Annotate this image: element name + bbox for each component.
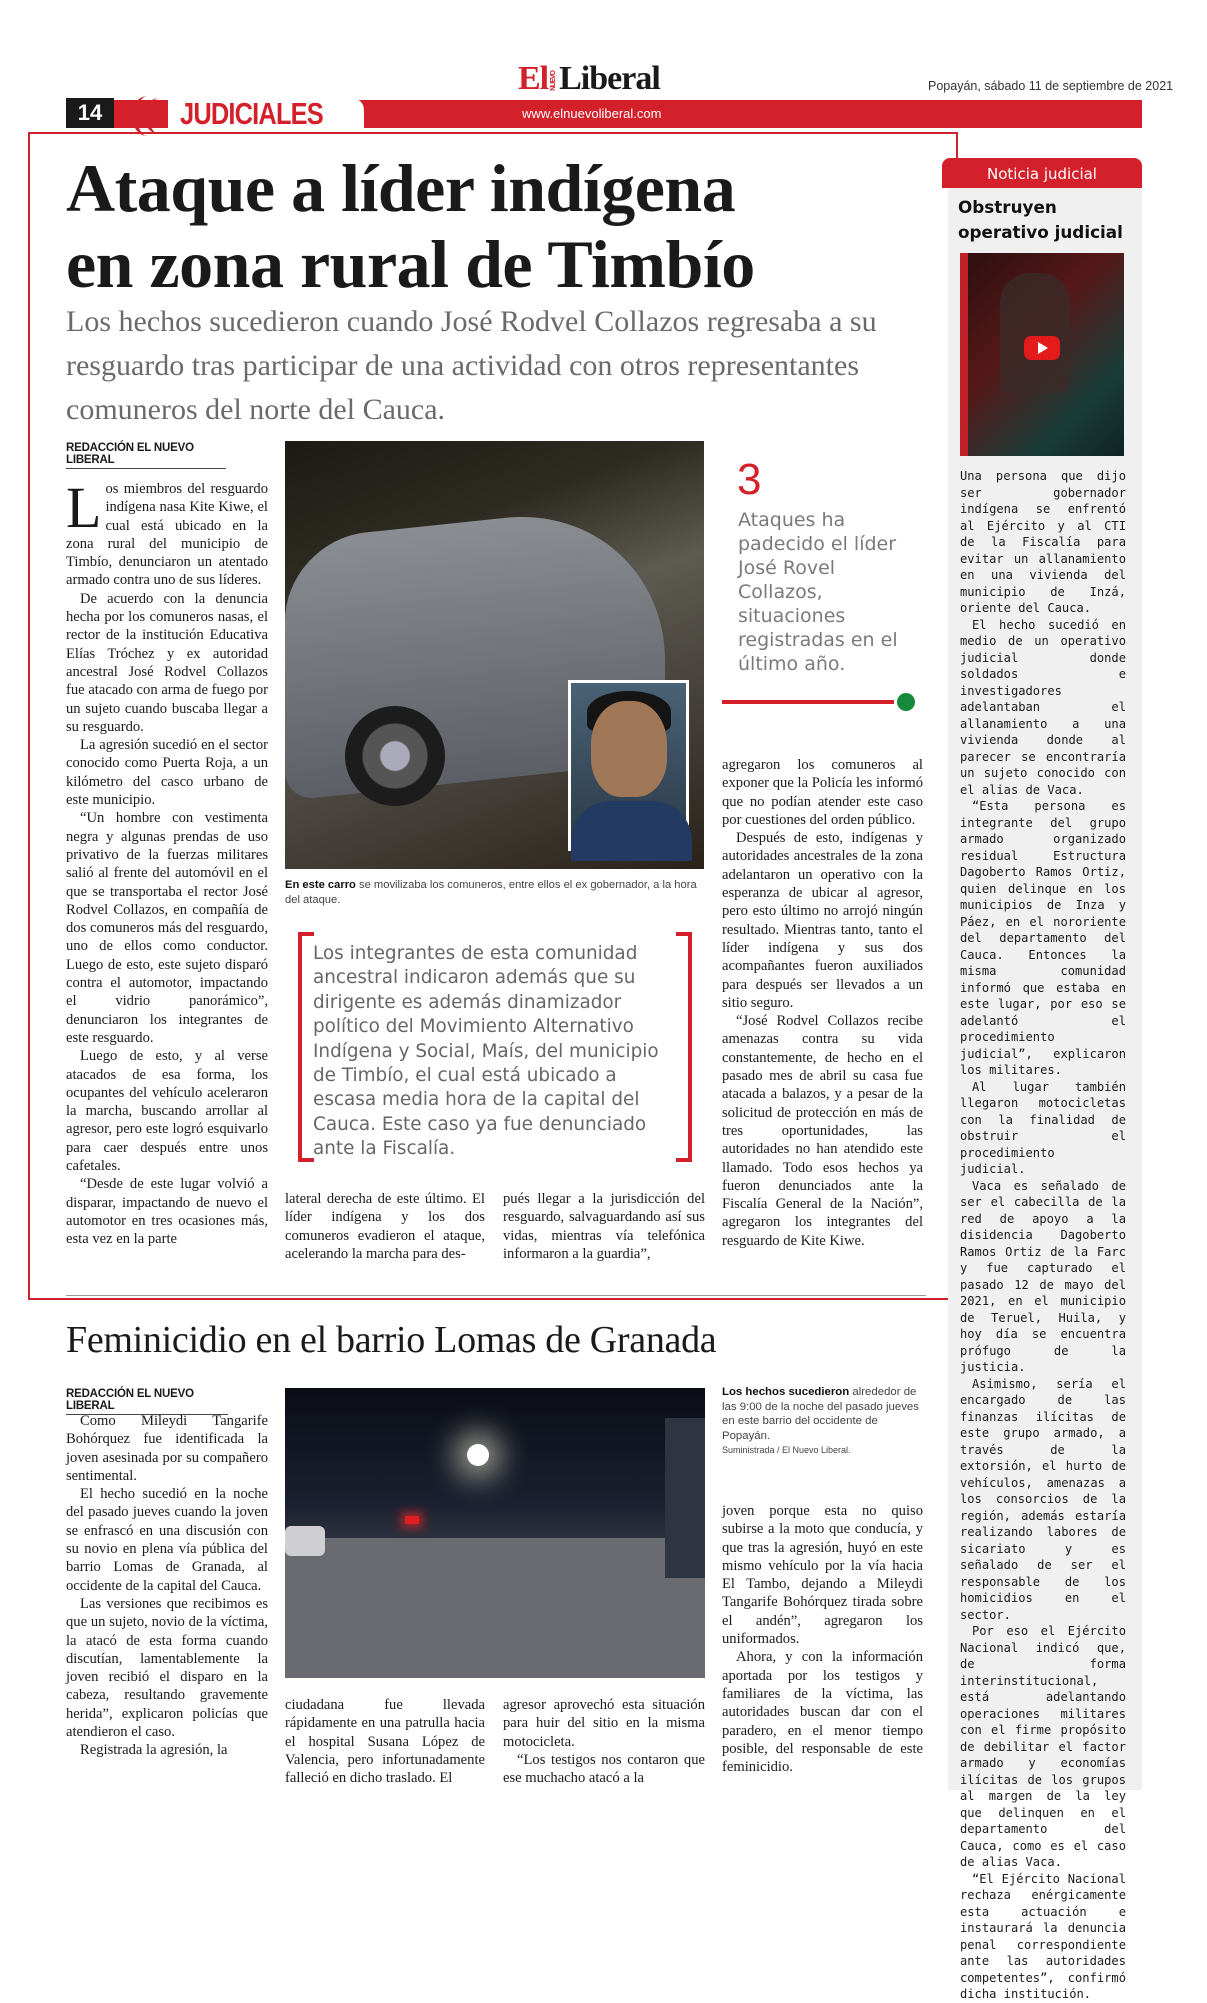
paragraph: “El Ejército Nacional rechaza enérgicamente esta actuación e instaurará la denuncia penal correspondiente ante las autoridades competentes”, confirmó dicha institución. — [960, 1871, 1126, 2001]
website-url[interactable]: www.elnuevoliberal.com — [522, 106, 662, 121]
decorative-arc — [144, 98, 174, 134]
paragraph: Como Mileydi Tangarife Bohórquez fue identificada la joven asesinada por su compañero sentimental. — [66, 1413, 268, 1484]
dateline: Popayán, sábado 11 de septiembre de 2021 — [928, 79, 1174, 93]
paragraph: La agresión sucedió en el sector conocido como Puerta Roja, a un kilómetro del casco urbano de este municipio. — [66, 737, 268, 809]
paragraph: Las versiones que recibimos es que un sujeto, novio de la víctima, la atacó de esta forma cuando discutían, lamentablemente la joven recibió el disparo en la cabeza, resultando gravemente herida”, explicaron policías que atendieron el caso. — [66, 1595, 268, 1741]
stat-text: Ataques ha padecido el líder José Rovel Collazos, situaciones registradas en el último año. — [738, 509, 898, 675]
article-column-4 — [722, 756, 923, 1250]
paragraph: lateral derecha de este último. El líder indígena y los dos comuneros evadieron el ataque, acelerando la marcha para des- — [285, 1191, 485, 1262]
paragraph: Registrada la agresión, la — [80, 1742, 228, 1759]
paragraph: Al lugar también llegaron motocicletas con la finalidad de obstruir el procedimiento judicial. — [960, 1079, 1126, 1176]
headline-line-1: Ataque a líder indígena — [66, 150, 736, 226]
logo-el: El — [518, 60, 549, 97]
paragraph: Una persona que dijo ser gobernador indígena se enfrentó al Ejército y al CTI de la Fiscalía para evitar un allanamiento en una vivienda del municipio de Inzá, oriente del Cauca. — [960, 469, 1126, 615]
sidebar-body — [960, 468, 1126, 2003]
paragraph: Vaca es señalado de ser el cabecilla de la red de apoyo a la disidencia Dagoberto Ramos Ortiz de la Farc y fue capturado el pasado 12 de mayo del 2021, en el municipio de Teruel, Huila, y hoy día se encuentra prófugo de la justicia. — [960, 1178, 1126, 1374]
article2-headline: Feminicidio en el barrio Lomas de Granada — [66, 1319, 717, 1361]
car-wheel — [345, 706, 445, 806]
paragraph: joven porque esta no quiso subirse a la moto que conducía, y que tras la agresión, huyó en este mismo vehículo por la vía hacia El Tambo, dejando a Mileydi Tangarife Bohórquez tirada sobre el andén”, agregaron los uniformados. — [722, 1503, 923, 1648]
stat-number: 3 — [737, 455, 762, 504]
paragraph: Asimismo, sería el encargado de las finanzas ilícitas de este grupo armado, a través de la extorsión, el hurto de vehículos, amenazas a los consorcios de la región, además estaría realizando labores de sicariato y es señalado de ser el responsable de los homicidios en el sector. — [960, 1376, 1126, 1622]
photo-credit: Suministrada / El Nuevo Liberal. — [722, 1445, 851, 1456]
section-title: JUDICIALES — [180, 96, 323, 131]
play-icon — [1038, 342, 1048, 354]
building — [665, 1418, 705, 1578]
article-headline — [66, 150, 755, 302]
headline-line-2: en zona rural de Timbío — [66, 226, 755, 302]
newspaper-logo — [518, 60, 660, 98]
paragraph: “José Rodvel Collazos recibe amenazas contra su vida constantemente, de hecho en el pasado mes de abril su casa fue atacada a balazos, y a pesar de la solicitud de protección en más de tres oportunidades, las autoridades no han atendido este llamado. Todo esos hechos ya fueron denunciados ante la Fiscalía General de la Nación”, agregaron los integrantes del resguardo de Kite Kiwe. — [722, 1013, 923, 1249]
logo-nuevo: NUEVO — [550, 71, 558, 92]
byline: REDACCIÓN EL NUEVO LIBERAL — [66, 1388, 228, 1415]
article2-column-3 — [503, 1696, 705, 1787]
stat-divider — [722, 700, 894, 704]
logo-liberal: Liberal — [559, 60, 660, 97]
sidebar-title: Obstruyen operativo judicial — [958, 197, 1123, 242]
street-night-photo — [285, 1388, 705, 1678]
sidebar-label: Noticia judicial — [942, 158, 1142, 188]
stat-dot — [897, 693, 915, 711]
article2-column-2 — [285, 1696, 485, 1787]
article-divider — [66, 1295, 926, 1296]
police-light — [405, 1516, 419, 1524]
paragraph: Después de esto, indígenas y autoridades ancestrales de la zona adelantaron un operativo con la esperanza de ubicar al agresor, pero esto último no arrojó ningún resultado. Mientras tanto, tanto el líder indígena y sus dos acompañantes fueron auxiliados para después ser llevados a un sitio seguro. — [722, 830, 923, 1011]
paragraph: El hecho sucedió en la noche del pasado jueves cuando la joven se enfrascó en una discusión con su novio en plena vía pública del barrio Lomas de Granada, al occidente de la capital del Cauca. — [66, 1486, 268, 1594]
article-column-3 — [503, 1190, 705, 1263]
photo-caption: En este carro se movilizaba los comuneros, entre ellos el ex gobernador, a la hora del ataque. — [285, 879, 697, 906]
paragraph: “Desde de este lugar volvió a disparar, impactando de nuevo el automotor en tres ocasiones más, esta vez en la parte — [66, 1176, 268, 1248]
article2-column-4 — [722, 1502, 923, 1776]
streetlight — [467, 1444, 489, 1466]
paragraph: De acuerdo con la denuncia hecha por los comuneros nasas, el rector de la institución Educativa Elías Tróchez y ex autoridad ancestral José Rodvel Collazos fue atacado con arma de fuego por un sujeto cuando buscaba llegar a su resguardo. — [66, 590, 268, 735]
paragraph: ciudadana fue llevada rápidamente en una patrulla hacia el hospital Susana López de Valencia, pero infortunadamente falleció en dicho traslado. El — [285, 1697, 485, 1787]
portrait-photo — [568, 680, 689, 851]
drop-cap: L — [66, 475, 102, 540]
paragraph: pués llegar a la jurisdicción del resguardo, salvaguardando así sus vidas, mientras vía telefónica informaron a la guardia”, — [503, 1191, 705, 1262]
paragraph: Luego de esto, y al verse atacados de esa forma, los ocupantes del vehículo aceleraron la marcha, buscando arrollar al agresor, pero este logró esquivarlo para caer después entre unos cafetales. — [66, 1048, 268, 1174]
pull-quote: Los integrantes de esta comunidad ancestral indicaron además que su dirigente es además dinamizador político del Movimiento Alternativo Indígena y Social, Maís, del municipio de Timbío, el cual está ubicado a escasa media hora de la capital del Cauca. Este caso ya fue denunciado ante la Fiscalía. — [313, 943, 659, 1160]
article2-column-1 — [66, 1412, 268, 1760]
article-column-2 — [285, 1190, 485, 1263]
paragraph: “Los testigos nos contaron que ese muchacho atacó a la — [503, 1751, 705, 1787]
paragraph: El hecho sucedió en medio de un operativo judicial donde soldados e investigadores adelantaban el allanamiento a una vivienda donde al parecer se encontraría un sujeto conocido con el alias de Vaca. — [960, 617, 1126, 797]
paragraph: agregaron los comuneros al exponer que la Policía les informó que no podían atender este caso por cuestiones del orden público. — [722, 757, 923, 828]
quote-bracket-left — [298, 932, 314, 1162]
byline: REDACCIÓN EL NUEVO LIBERAL — [66, 442, 226, 469]
photo2-caption: Los hechos sucedieron alrededor de las 9:00 de la noche del pasado jueves en este barrio del occidente de Popayán. Suministrada / El Nuevo Liberal. — [722, 1386, 919, 1456]
paragraph: agresor aprovechó esta situación para huir del sitio en la misma motocicleta. — [503, 1697, 705, 1750]
paragraph: “Esta persona es integrante del grupo armado organizado residual Estructura Dagoberto Ramos Ortiz, quien delinque en los municipios de Inza y Páez, en el nororiente del departamento del Cauca. Entonces la misma comunidad informó que estaba en este lugar, por eso se adelantó el procedimiento judicial”, explicaron los militares. — [960, 799, 1126, 1077]
paragraph: Ahora, y con la información aportada por los testigos y familiares de la víctima, las autoridades buscan dar con el paradero, en el menor tiempo posible, del responsable de este feminicidio. — [722, 1649, 923, 1776]
paragraph: Por eso el Ejército Nacional indicó que, de forma interinstitucional, está adelantando operaciones militares con el firme propósito de debilitar el factor armado y economías ilícitas de los grupos al margen de la ley que delinquen en el departamento del Cauca, como es el caso de alias Vaca. — [960, 1624, 1126, 1869]
paragraph: “Un hombre con vestimenta negra y algunas prendas de uso privativo de la fuerzas militares salió al frente del automóvil en el que se transportaba el rector José Rodvel Collazos, en compañía de dos comuneros más del resguardo, uno de ellos como conductor. Luego de esto, este sujeto disparó contra el automotor, impactando el vidrio panorámico”, denunciaron los integrantes de este resguardo. — [66, 810, 268, 1046]
article-subtitle: Los hechos sucedieron cuando José Rodvel Collazos regresaba a su resguardo tras participar de una actividad con otros representantes comuneros del norte del Cauca. — [66, 305, 877, 426]
paragraph: Los miembros del resguardo indígena nasa Kite Kiwe, el cual está ubicado en la zona rural del municipio de Timbío, denunciaron un atentado armado contra uno de sus líderes. — [66, 475, 268, 589]
page-number: 14 — [66, 98, 114, 128]
parked-car — [285, 1526, 325, 1556]
road — [285, 1538, 705, 1678]
article-column-1 — [66, 475, 268, 1248]
